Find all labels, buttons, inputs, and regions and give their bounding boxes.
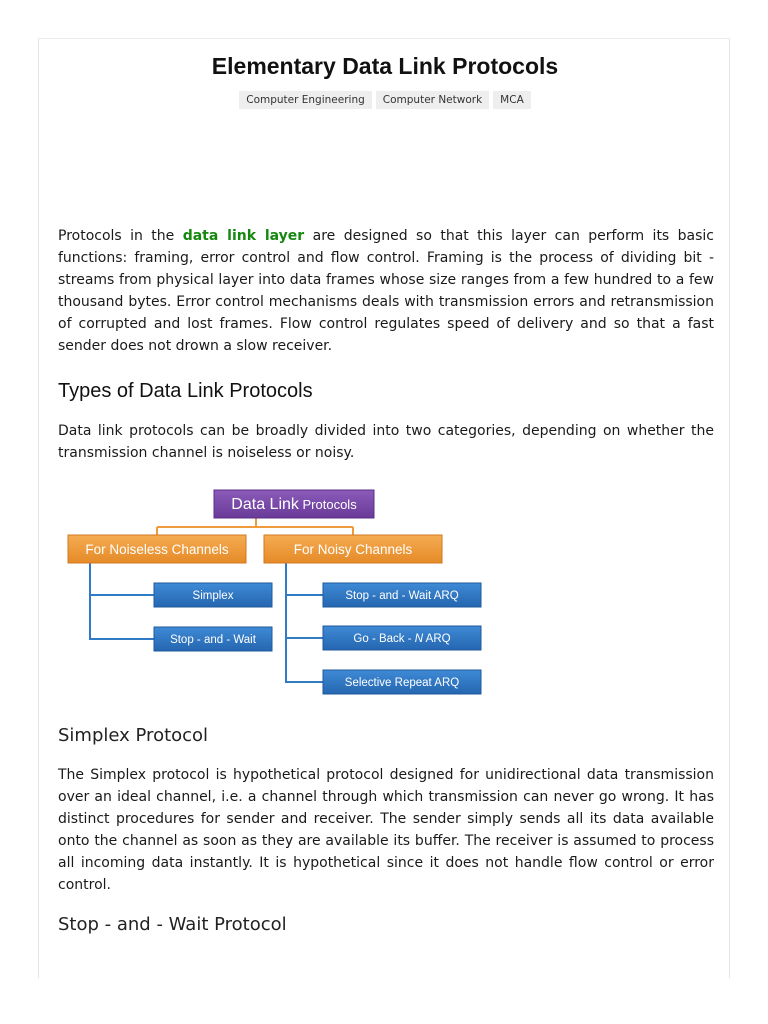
goback-label-n: N	[414, 633, 424, 645]
left-connectors	[90, 562, 154, 639]
item-stop-and-wait-label: Stop - and - Wait	[170, 634, 256, 646]
article-page	[38, 38, 730, 978]
root-label-main: Data Link	[231, 496, 299, 513]
category-noiseless-label: For Noiseless Channels	[85, 542, 229, 557]
connector-stop-and-wait	[90, 595, 154, 639]
connector-simplex	[90, 562, 154, 595]
root-node	[214, 490, 374, 518]
category-noisy-label: For Noisy Channels	[293, 542, 413, 557]
root-node-label	[231, 496, 357, 513]
data-link-layer-link[interactable]: data link layer	[182, 228, 305, 244]
item-selective-repeat-arq-label: Selective Repeat ARQ	[344, 677, 460, 689]
types-heading: Types of Data Link Protocols	[58, 380, 313, 402]
simplex-paragraph: The Simplex protocol is hypothetical protocol designed for unidirectional data transmission over an ideal channel, i.e. a channel through which transmission can never go wrong. It has distinct procedures for sender and receiver. The sender simply sends all its data available onto the channel as soon as they are available its buffer. The receiver is assumed to process all incoming data instantly. It is hypothetical since it does not handle flow control or error control.	[58, 767, 714, 893]
item-go-back-n-arq	[323, 626, 481, 650]
item-selective-repeat-arq	[323, 670, 481, 694]
stop-and-wait-heading: Stop - and - Wait Protocol	[58, 914, 287, 935]
root-connectors	[157, 518, 353, 535]
tag-computer-network[interactable]: Computer Network	[376, 91, 489, 109]
intro-text-after: are designed so that this layer can perform its basic functions: framing, error control and flow control. Framing is the process of dividing bit - streams from physical layer into data frames whose size ranges from a few hundred to a few thousand bytes. Error control mechanisms deals with transmission errors and retransmission of corrupted and lost frames. Flow control regulates speed of delivery and so that a fast sender does not drown a slow receiver.	[58, 228, 714, 354]
item-simplex-label: Simplex	[192, 590, 234, 602]
goback-label-pre: Go - Back -	[353, 633, 415, 645]
protocol-hierarchy-diagram	[67, 487, 487, 699]
connector-go-back-n-arq	[286, 595, 323, 638]
item-stop-and-wait	[154, 627, 272, 651]
connector-stop-and-wait-arq	[286, 562, 323, 595]
tag-computer-engineering[interactable]: Computer Engineering	[239, 91, 372, 109]
tag-list	[39, 91, 731, 109]
category-noiseless	[68, 535, 246, 563]
item-stop-and-wait-arq-label: Stop - and - Wait ARQ	[345, 590, 459, 602]
goback-label-post: ARQ	[423, 633, 451, 645]
page-title: Elementary Data Link Protocols	[211, 53, 559, 79]
category-noisy	[264, 535, 442, 563]
types-paragraph: Data link protocols can be broadly divided into two categories, depending on whether the transmission channel is noiseless or noisy.	[58, 423, 714, 461]
connector-selective-repeat-arq	[286, 638, 323, 682]
simplex-heading: Simplex Protocol	[58, 725, 209, 746]
item-go-back-n-arq-label	[353, 633, 450, 645]
intro-paragraph	[58, 225, 714, 357]
item-simplex	[154, 583, 272, 607]
right-connectors	[286, 562, 323, 682]
root-label-sub: Protocols	[298, 497, 357, 512]
tag-mca[interactable]: MCA	[493, 91, 531, 109]
item-stop-and-wait-arq	[323, 583, 481, 607]
intro-text-before: Protocols in the	[58, 228, 183, 244]
